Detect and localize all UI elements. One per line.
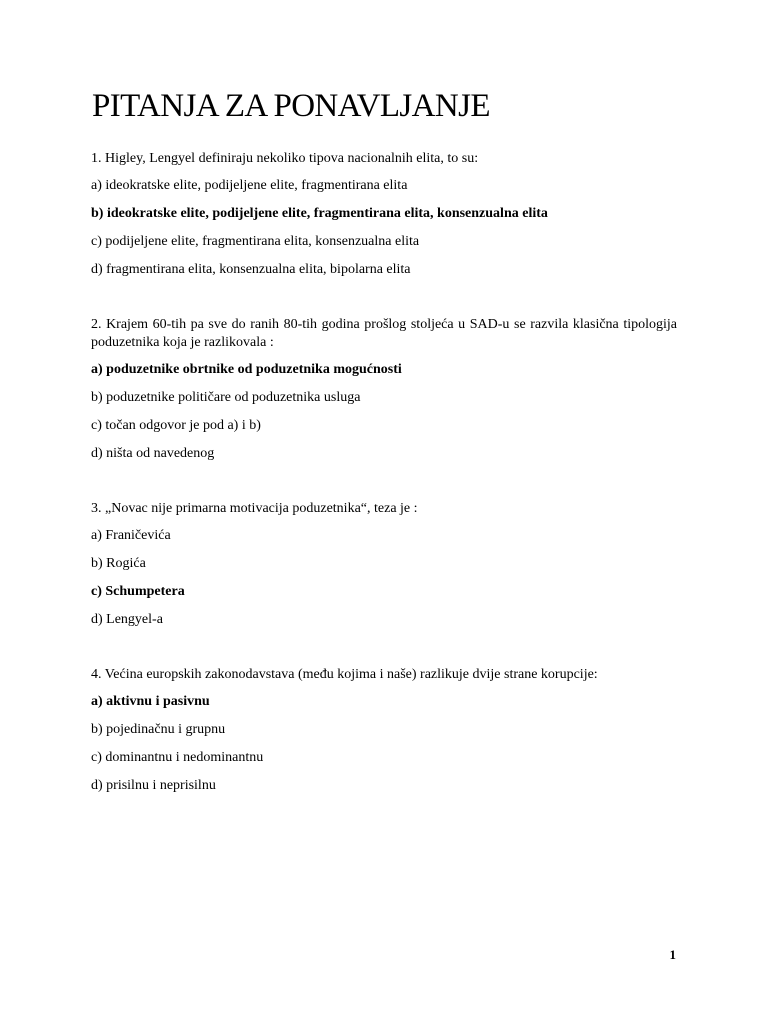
answer-option: c) dominantnu i nedominantnu [91,750,264,765]
answer-option-correct: a) aktivnu i pasivnu [91,694,210,709]
answer-option: c) podijeljene elite, fragmentirana elita, konsenzualna elita [91,234,420,249]
question-text: 3. „Novac nije primarna motivacija poduzetnika“, teza je : [91,501,418,516]
answer-option: a) ideokratske elite, podijeljene elite, fragmentirana elita [91,178,408,193]
question-1 [91,150,677,279]
answer-option: d) Lengyel-a [91,612,163,627]
answer-option: b) Rogića [91,556,146,571]
question-2 [91,316,677,463]
answer-option-correct: c) Schumpetera [91,584,185,599]
question-text: 2. Krajem 60-tih pa sve do ranih 80-tih godina prošlog stoljeća u SAD-u se razvila klasična tipologija poduzetnika koja je razlikovala : [91,317,677,350]
question-text: 4. Većina europskih zakonodavstava (među kojima i naše) razlikuje dvije strane korupcije: [91,667,598,682]
question-text: 1. Higley, Lengyel definiraju nekoliko tipova nacionalnih elita, to su: [91,151,479,166]
answer-option: b) poduzetnike političare od poduzetnika usluga [91,390,361,405]
answer-option-correct: a) poduzetnike obrtnike od poduzetnika mogućnosti [91,362,402,377]
page-number: 1 [669,947,676,962]
answer-option: d) ništa od navedenog [91,446,215,461]
answer-option-correct: b) ideokratske elite, podijeljene elite, fragmentirana elita, konsenzualna elita [91,206,548,221]
answer-option: c) točan odgovor je pod a) i b) [91,418,261,433]
answer-option: b) pojedinačnu i grupnu [91,722,226,737]
answer-option: d) prisilnu i neprisilnu [91,778,216,793]
question-4 [91,666,677,795]
questions-list [91,150,677,832]
answer-option: d) fragmentirana elita, konsenzualna elita, bipolarna elita [91,262,411,277]
question-3 [91,500,677,629]
page-title: PITANJA ZA PONAVLJANJE [92,88,490,124]
answer-option: a) Franičevića [91,528,171,543]
